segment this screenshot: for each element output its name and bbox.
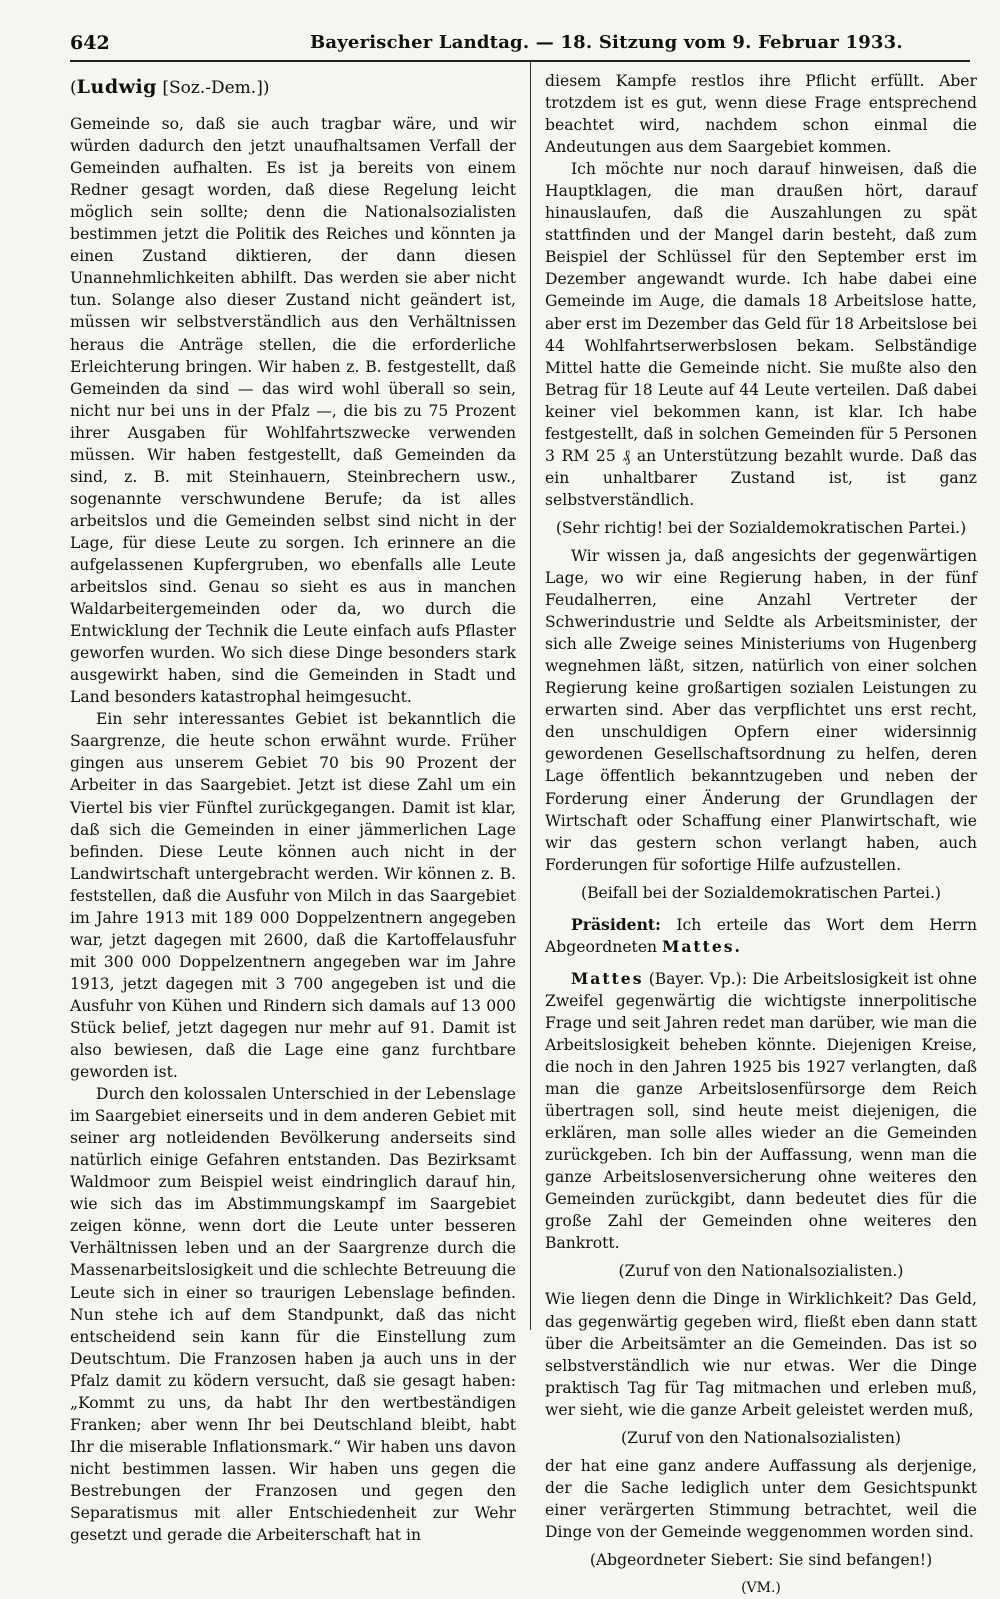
speech-text: Die Arbeitslosigkeit ist ohne Zweifel gegenwärtig die wichtigste innerpolitische Frage und seit Jahren redet man darüber, wie man die Arbeitslosigkeit beheben könnte. Diejenigen Kreise, die noch in den Jahren 1925 bis 1927 verlangten, daß man die ganze Arbeitslosenfürsorge dem Reich übertragen soll, sind heute meist diejenigen, die erklären, man solle alles wieder an die Gemeinden zurückgeben. Ich bin der Auffassung, wenn man die ganze Arbeitslosenversicherung ohne weiteres den Gemeinden zurückgibt, dann bedeutet dies für die große Zahl der Gemeinden ohne weiteres den Bankrott. xyxy=(545,969,978,1253)
interjection: (Zuruf von den Nationalsozialisten) xyxy=(621,1428,901,1447)
paragraph: Ich möchte nur noch darauf hinweisen, daß die Hauptklagen, die man draußen hört, darauf hinauslaufen, daß die Auszahlungen zu spät stattfinden und der Mangel darin besteht, daß zum Beispiel der Schlüssel für den September erst im Dezember angewandt wurde. Ich habe dabei eine Gemeinde im Auge, die damals 18 Arbeitslose hatte, aber erst im Dezember das Geld für 18 Arbeitslose bei 44 Wohlfahrtserwerbslosen bekam. Selbständige Mittel hatte die Gemeinde nicht. Sie mußte also den Betrag für 18 Leute auf 44 Leute verteilen. Daß dabei keiner viel bekommen kann, ist klar. Ich habe festgestellt, daß in solchen Gemeinden für 5 Personen 3 RM 25 ₰ an Unterstützung bezahlt wurde. Daß das ein unhaltbarer Zustand ist, ist ganz selbstverständlich. xyxy=(545,160,977,509)
interjection: (Beifall bei der Sozialdemokratischen Partei.) xyxy=(580,883,941,902)
named-speaker: Mattes. xyxy=(662,936,742,956)
interjection: (Sehr richtig! bei der Sozialdemokratischen Partei.) xyxy=(555,518,967,537)
paragraph: Wie liegen denn die Dinge in Wirklichkeit? Das Geld, das gegenwärtig gegeben wird, fließt eben dann statt über die Arbeitsämter an die Gemeinden. Das ist so selbstverständlich wie nur etwas. Wer die Dinge praktisch Tag für Tag mitmachen und erleben muß, wer sieht, wie die ganze Arbeit geleistet werden muß, xyxy=(545,1290,977,1419)
speaker-name: Ludwig xyxy=(76,76,157,98)
right-column xyxy=(545,70,977,1599)
speaker-party: (Bayer. Vp.): xyxy=(648,969,748,988)
speaker-continuation-header: (Ludwig [Soz.-Dem.]) xyxy=(70,76,270,98)
paragraph: Wir wissen ja, daß angesichts der gegenwärtigen Lage, wo wir eine Regierung haben, in der fünf Feudalherren, eine Anzahl Vertreter der Schwerindustrie und Seldte als Arbeitsminister, der sich alle Zweige seines Ministeriums von Hugenberg wegnehmen läßt, sitzen, natürlich von einer solchen Regierung keine großartigen sozialen Leistungen zu erwarten sind. Aber das verpflichtet uns erst recht, den unschuldigen Opfern einer widersinnig gewordenen Gesellschaftsordnung zu helfen, deren Lage öffentlich bekanntzugeben und neben der Forderung einer Änderung der Grundlagen der Wirtschaft oder Schaffung einer Planwirtschaft, wie wir das gestern schon verlangt haben, auch Forderungen für sofortige Hilfe aufzustellen. xyxy=(545,546,977,874)
stamp-mark: (VM.) xyxy=(741,1580,781,1597)
interjection: (Abgeordneter Siebert: Sie sind befangen!) xyxy=(589,1551,933,1569)
speaker-party: [Soz.-Dem.]) xyxy=(162,78,270,98)
paragraph: Gemeinde so, daß sie auch tragbar wäre, und wir würden dadurch den jetzt unaufhaltsamen Verfall der Gemeinden aufhalten. Es ist ja bereits von einem Redner gesagt worden, daß diese Regelung leicht möglich sein sollte; denn die Nationalsozialisten bestimmen jetzt die Politik des Reiches und könnten ja einen Zustand diktieren, der dann diesen Unannehmlichkeiten abhilft. Das werden sie aber nicht tun. Solange also dieser Zustand nicht geändert ist, müssen wir selbstverständlich aus den Verhältnissen heraus die Anträge stellen, die die erforderliche Erleichterung bringen. Wir haben z. B. festgestellt, daß Gemeinden da sind — das wird wohl überall so sein, nicht nur bei uns in der Pfalz —, die bis zu 75 Prozent ihrer Ausgaben für Wohlfahrtszwecke verwenden müssen. Wir haben festgestellt, daß Gemeinden da sind, z. B. mit Steinhauern, Steinbrechern usw., sogenannte verschwundene Berufe; da ist alles arbeitslos und die Gemeinden selbst sind nicht in der Lage, für diese Leute zu sorgen. Ich erinnere an die aufgelassenen Kupfergruben, wo ebenfalls alle Leute arbeitslos sind. Genau so sieht es aus in manchen Waldarbeitergemeinden oder da, wo durch die Entwicklung der Technik die Leute einfach aufs Pflaster geworfen wurden. Wo sich diese Dinge besonders stark ausgewirkt haben, sind die Gemeinden in Stadt und Land besonders katastrophal heimgesucht. xyxy=(70,115,516,707)
column-divider xyxy=(530,62,531,1330)
paragraph: diesem Kampfe restlos ihre Pflicht erfüllt. Aber trotzdem ist es gut, wenn diese Frage entsprechend beachtet wird, nachdem schon einmal die Andeutungen aus dem Saargebiet kommen. xyxy=(545,72,977,157)
page-number: 642 xyxy=(70,32,110,54)
president-text: Ich erteile das Wort dem Herrn Abgeordneten xyxy=(545,915,977,956)
left-column xyxy=(70,70,516,1546)
paragraph: Ein sehr interessantes Gebiet ist bekanntlich die Saargrenze, die heute schon erwähnt wurde. Früher gingen aus unserem Gebiet 70 bis 90 Prozent der Arbeiter in das Saargebiet. Jetzt ist diese Zahl um ein Viertel bis vier Fünftel zurückgegangen. Damit ist klar, daß sich die Gemeinden in einer jämmerlichen Lage befinden. Diese Leute können auch nicht in der Landwirtschaft untergebracht werden. Wir können z. B. feststellen, daß die Ausfuhr von Milch in das Saargebiet im Jahre 1913 mit 189 000 Doppelzentnern angegeben war, jetzt dagegen mit 2600, daß die Kartoffelausfuhr mit 300 000 Doppelzentnern angegeben war im Jahre 1913, jetzt dagegen mit 3 700 angegeben ist und die Ausfuhr von Kühen und Rindern sich damals auf 13 000 Stück belief, jetzt dagegen nur mehr auf 91. Damit ist also bewiesen, daß die Lage eine ganz furchtbare geworden ist. xyxy=(70,710,516,1082)
speaker-name: Mattes xyxy=(571,968,644,988)
president-label: Präsident: xyxy=(571,914,661,934)
speech-opening xyxy=(545,968,977,1255)
paragraph: Durch den kolossalen Unterschied in der Lebenslage im Saargebiet einerseits und in dem anderen Gebiet mit seiner arg notleidenden Bevölkerung anderseits sind natürlich einige Gefahren entstanden. Das Bezirksamt Waldmoor zum Beispiel weist eindringlich darauf hin, wie sich das im Abstimmungskampf im Saargebiet zeigen könne, wenn dort die Leute unter besseren Verhältnissen leben und an der Saargrenze durch die Massenarbeitslosigkeit und die schlechte Betreuung die Leute sich in einer so traurigen Lebenslage befinden. Nun stehe ich auf dem Standpunkt, daß das nicht entscheidend sein kann für die Einstellung zum Deutschtum. Die Franzosen haben ja auch uns in der Pfalz damit zu ködern versucht, daß sie gesagt haben: „Kommt zu uns, da habt Ihr den wertbeständigen Franken; aber wenn Ihr bei Deutschland bleibt, habt Ihr die miserable Inflationsmark.“ Wir haben uns davon nicht bestimmen lassen. Wir haben uns gegen die Bestrebungen der Franzosen und gegen den Separatismus mit aller Entschiedenheit zur Wehr gesetzt und gerade die Arbeiterschaft hat in xyxy=(70,1085,516,1545)
interjection: (Zuruf von den Nationalsozialisten.) xyxy=(618,1262,904,1281)
paragraph: der hat eine ganz andere Auffassung als derjenige, der die Sache lediglich unter dem Gesichtspunkt einer verärgerten Stimmung betrachtet, weil die Dinge von der Gemeinde weggenommen worden sind. xyxy=(545,1456,977,1541)
running-title: Bayerischer Landtag. — 18. Sitzung vom 9. Februar 1933. xyxy=(310,32,903,53)
president-statement xyxy=(545,914,977,958)
page-header xyxy=(70,30,970,62)
